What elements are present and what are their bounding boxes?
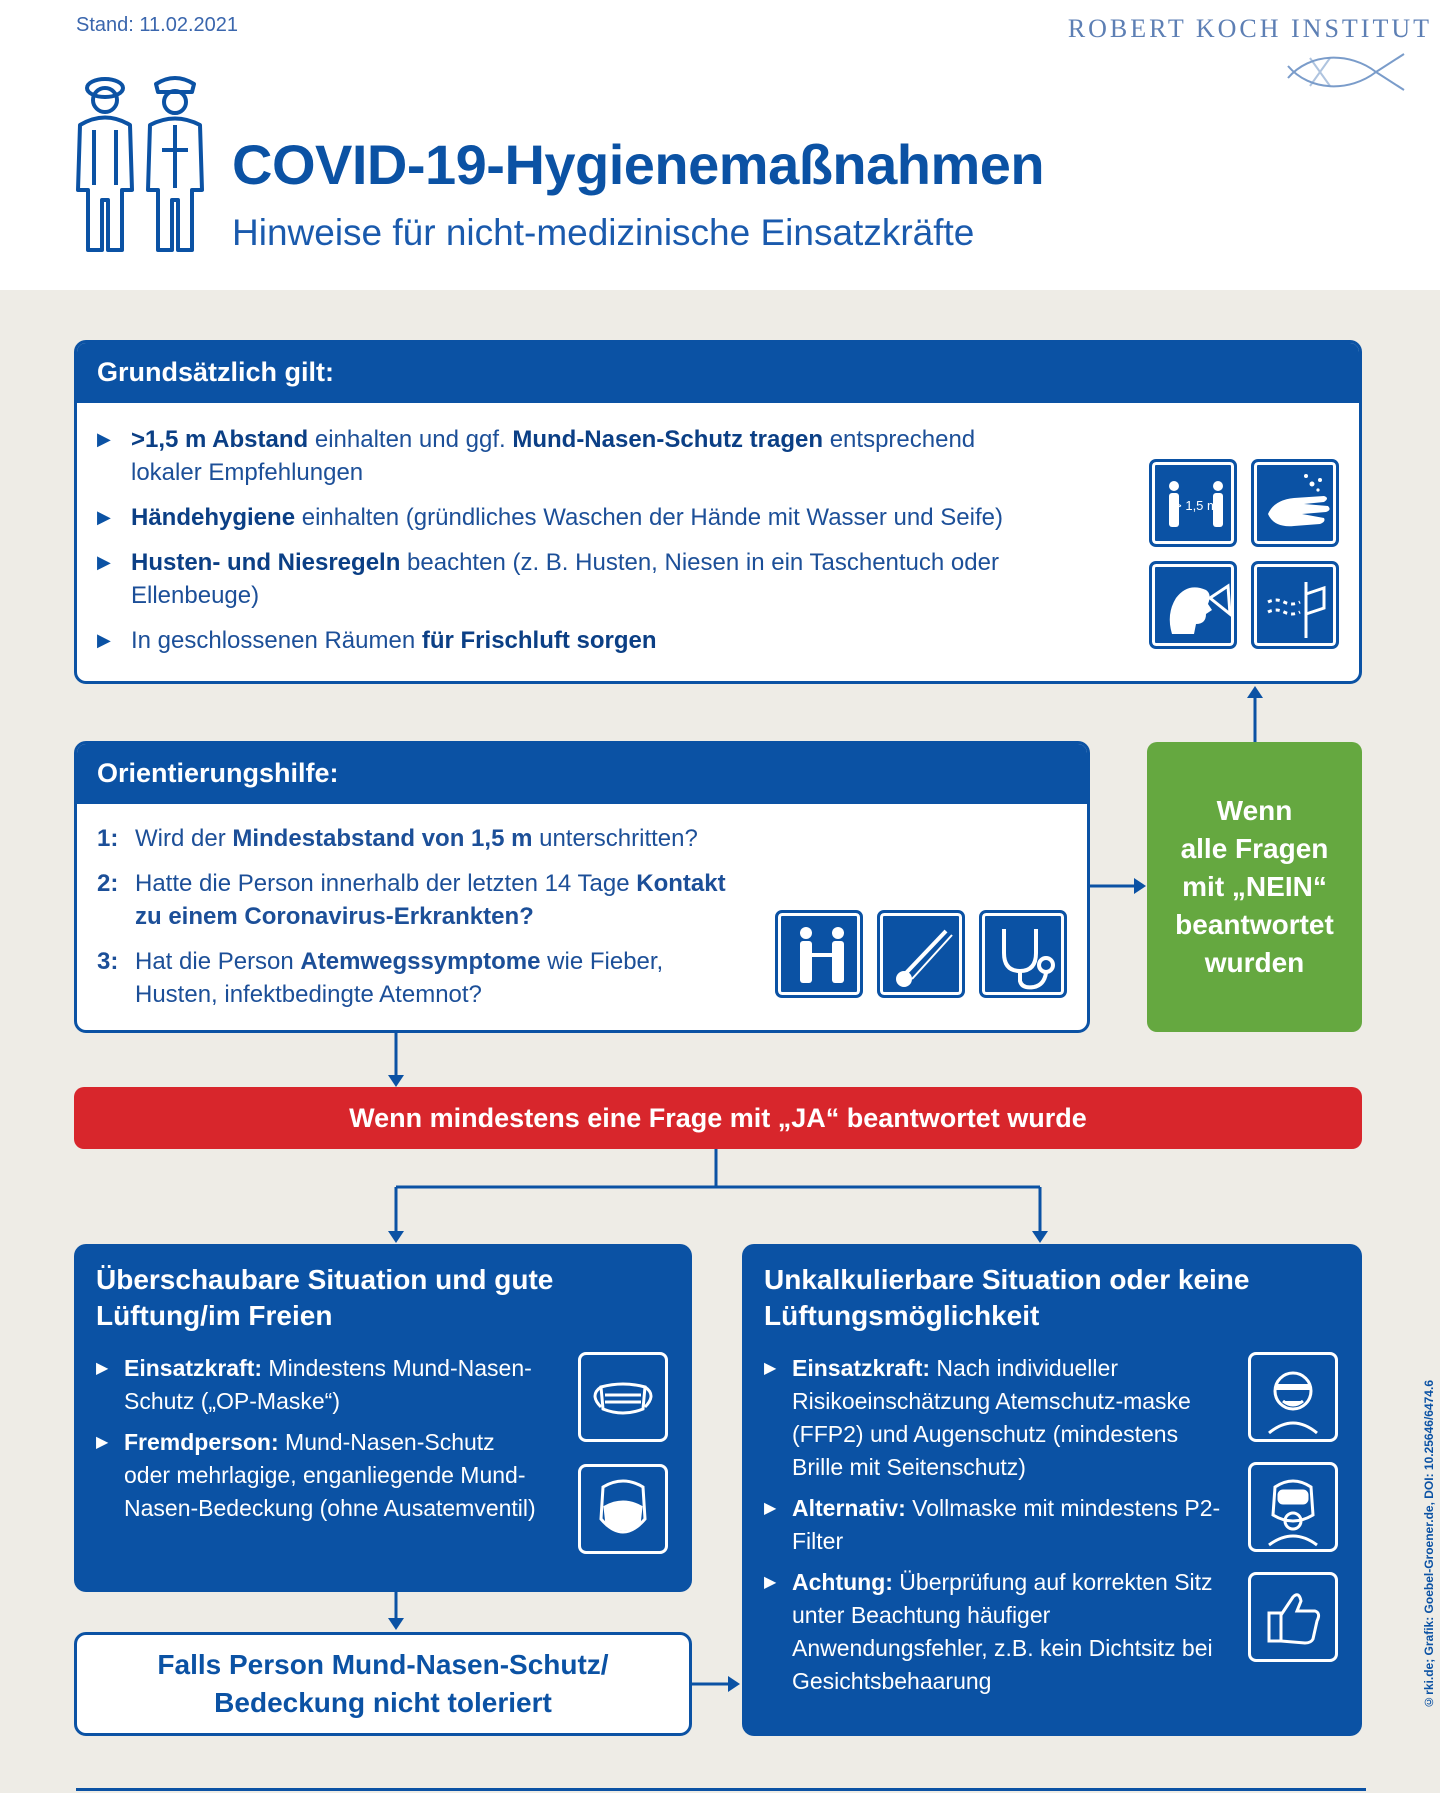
- measure-item: ▶ Alternativ: Vollmaske mit mindestens P2-Filter: [764, 1492, 1224, 1558]
- rki-logo-icon: [1280, 48, 1410, 96]
- face-mask-icon: [578, 1464, 668, 1554]
- stethoscope-icon: [979, 910, 1067, 998]
- question-item: 3: Hat die Person Atemwegssymptome wie Fieber, Husten, infektbedingte Atemnot?: [97, 948, 664, 1008]
- distance-icon: [1149, 459, 1237, 547]
- page-title: COVID-19-Hygienemaßnahmen: [232, 133, 1045, 196]
- measure-item: ▶ Einsatzkraft: Nach individueller Risikoeinschätzung Atemschutz-maske (FFP2) und Augenschutz (mindestens Brille mit Seitenschutz): [764, 1352, 1224, 1484]
- orientation-box: [74, 741, 1090, 1033]
- surgical-mask-icon: [578, 1352, 668, 1442]
- general-rules-list: [97, 423, 1047, 669]
- all-no-box: Wenn alle Fragen mit „NEIN“ beantwortet wurden: [1147, 742, 1362, 1032]
- general-rules-box: [74, 340, 1362, 684]
- thermometer-icon: [877, 910, 965, 998]
- thumbs-up-icon: [1248, 1572, 1338, 1662]
- measure-item: ▶ Fremdperson: Mund-Nasen-Schutz oder mehrlagige, enganliegende Mund-Nasen-Bedeckung (ohne Ausatemventil): [96, 1426, 536, 1525]
- any-yes-bar: Wenn mindestens eine Frage mit „JA“ beantwortet wurde: [74, 1087, 1362, 1149]
- orientation-heading: Orientierungshilfe:: [77, 744, 1087, 804]
- manageable-heading: Überschaubare Situation und gute Lüftung/im Freien: [96, 1264, 554, 1331]
- question-item: 2: Hatte die Person innerhalb der letzten 14 Tage Kontakt zu einem Coronavirus-Erkrankten?: [97, 870, 726, 930]
- arrow-right-2-icon: [692, 1672, 742, 1696]
- stand-date: Stand: 11.02.2021: [76, 14, 238, 36]
- question-item: 1: Wird der Mindestabstand von 1,5 m unterschritten?: [97, 825, 698, 852]
- not-tolerated-box: Falls Person Mund-Nasen-Schutz/ Bedeckung nicht toleriert: [74, 1632, 692, 1736]
- measure-item: ▶ Achtung: Überprüfung auf korrekten Sitz unter Beachtung häufiger Anwendungsfehler, z.B. kein Dichtsitz bei Gesichtsbehaarung: [764, 1566, 1224, 1698]
- bottom-divider: [76, 1788, 1366, 1791]
- manageable-situation-box: [74, 1244, 692, 1592]
- arrow-right-icon: [1090, 874, 1148, 898]
- sneeze-icon: [1149, 561, 1237, 649]
- handwash-icon: [1251, 459, 1339, 547]
- rule-item: ▶ Husten- und Niesregeln beachten (z. B. Husten, Niesen in ein Taschentuch oder Ellenbeuge): [97, 546, 1047, 612]
- full-face-mask-icon: [1248, 1462, 1338, 1552]
- arrow-down-icon: [384, 1033, 408, 1089]
- rki-wordmark: ROBERT KOCH INSTITUT: [1067, 14, 1432, 43]
- ffp2-goggles-icon: [1248, 1352, 1338, 1442]
- measure-item: ▶ Einsatzkraft: Mindestens Mund-Nasen-Schutz („OP-Maske“): [96, 1352, 536, 1418]
- unpredictable-situation-box: [742, 1244, 1362, 1736]
- rule-item: ▶ Händehygiene einhalten (gründliches Waschen der Hände mit Wasser und Seife): [97, 501, 1047, 534]
- contact-people-icon: [775, 910, 863, 998]
- arrow-up-icon: [1243, 684, 1267, 746]
- branch-arrows-icon: [380, 1149, 1080, 1245]
- general-rules-heading: Grundsätzlich gilt:: [77, 343, 1359, 403]
- page-subtitle: Hinweise für nicht-medizinische Einsatzkräfte: [232, 212, 975, 253]
- credit-line: ©rki.de; Grafik: Goebel-Groener.de, DOI: 10.25646/6474.6: [1422, 1380, 1436, 1709]
- svg-text:> 1,5 m: > 1,5 m: [1174, 498, 1218, 513]
- manageable-list: [96, 1352, 536, 1533]
- emergency-workers-icon: [70, 70, 210, 260]
- arrow-down-2-icon: [384, 1592, 408, 1632]
- orientation-questions: [97, 822, 737, 1023]
- unpredictable-list: [764, 1352, 1224, 1706]
- ventilation-icon: [1251, 561, 1339, 649]
- rule-item: ▶ >1,5 m Abstand einhalten und ggf. Mund-Nasen-Schutz tragen entsprechend lokaler Empfehlungen: [97, 423, 1047, 489]
- rule-item: ▶ In geschlossenen Räumen für Frischluft sorgen: [97, 624, 1047, 657]
- unpredictable-heading: Unkalkulierbare Situation oder keine Lüftungsmöglichkeit: [764, 1264, 1250, 1331]
